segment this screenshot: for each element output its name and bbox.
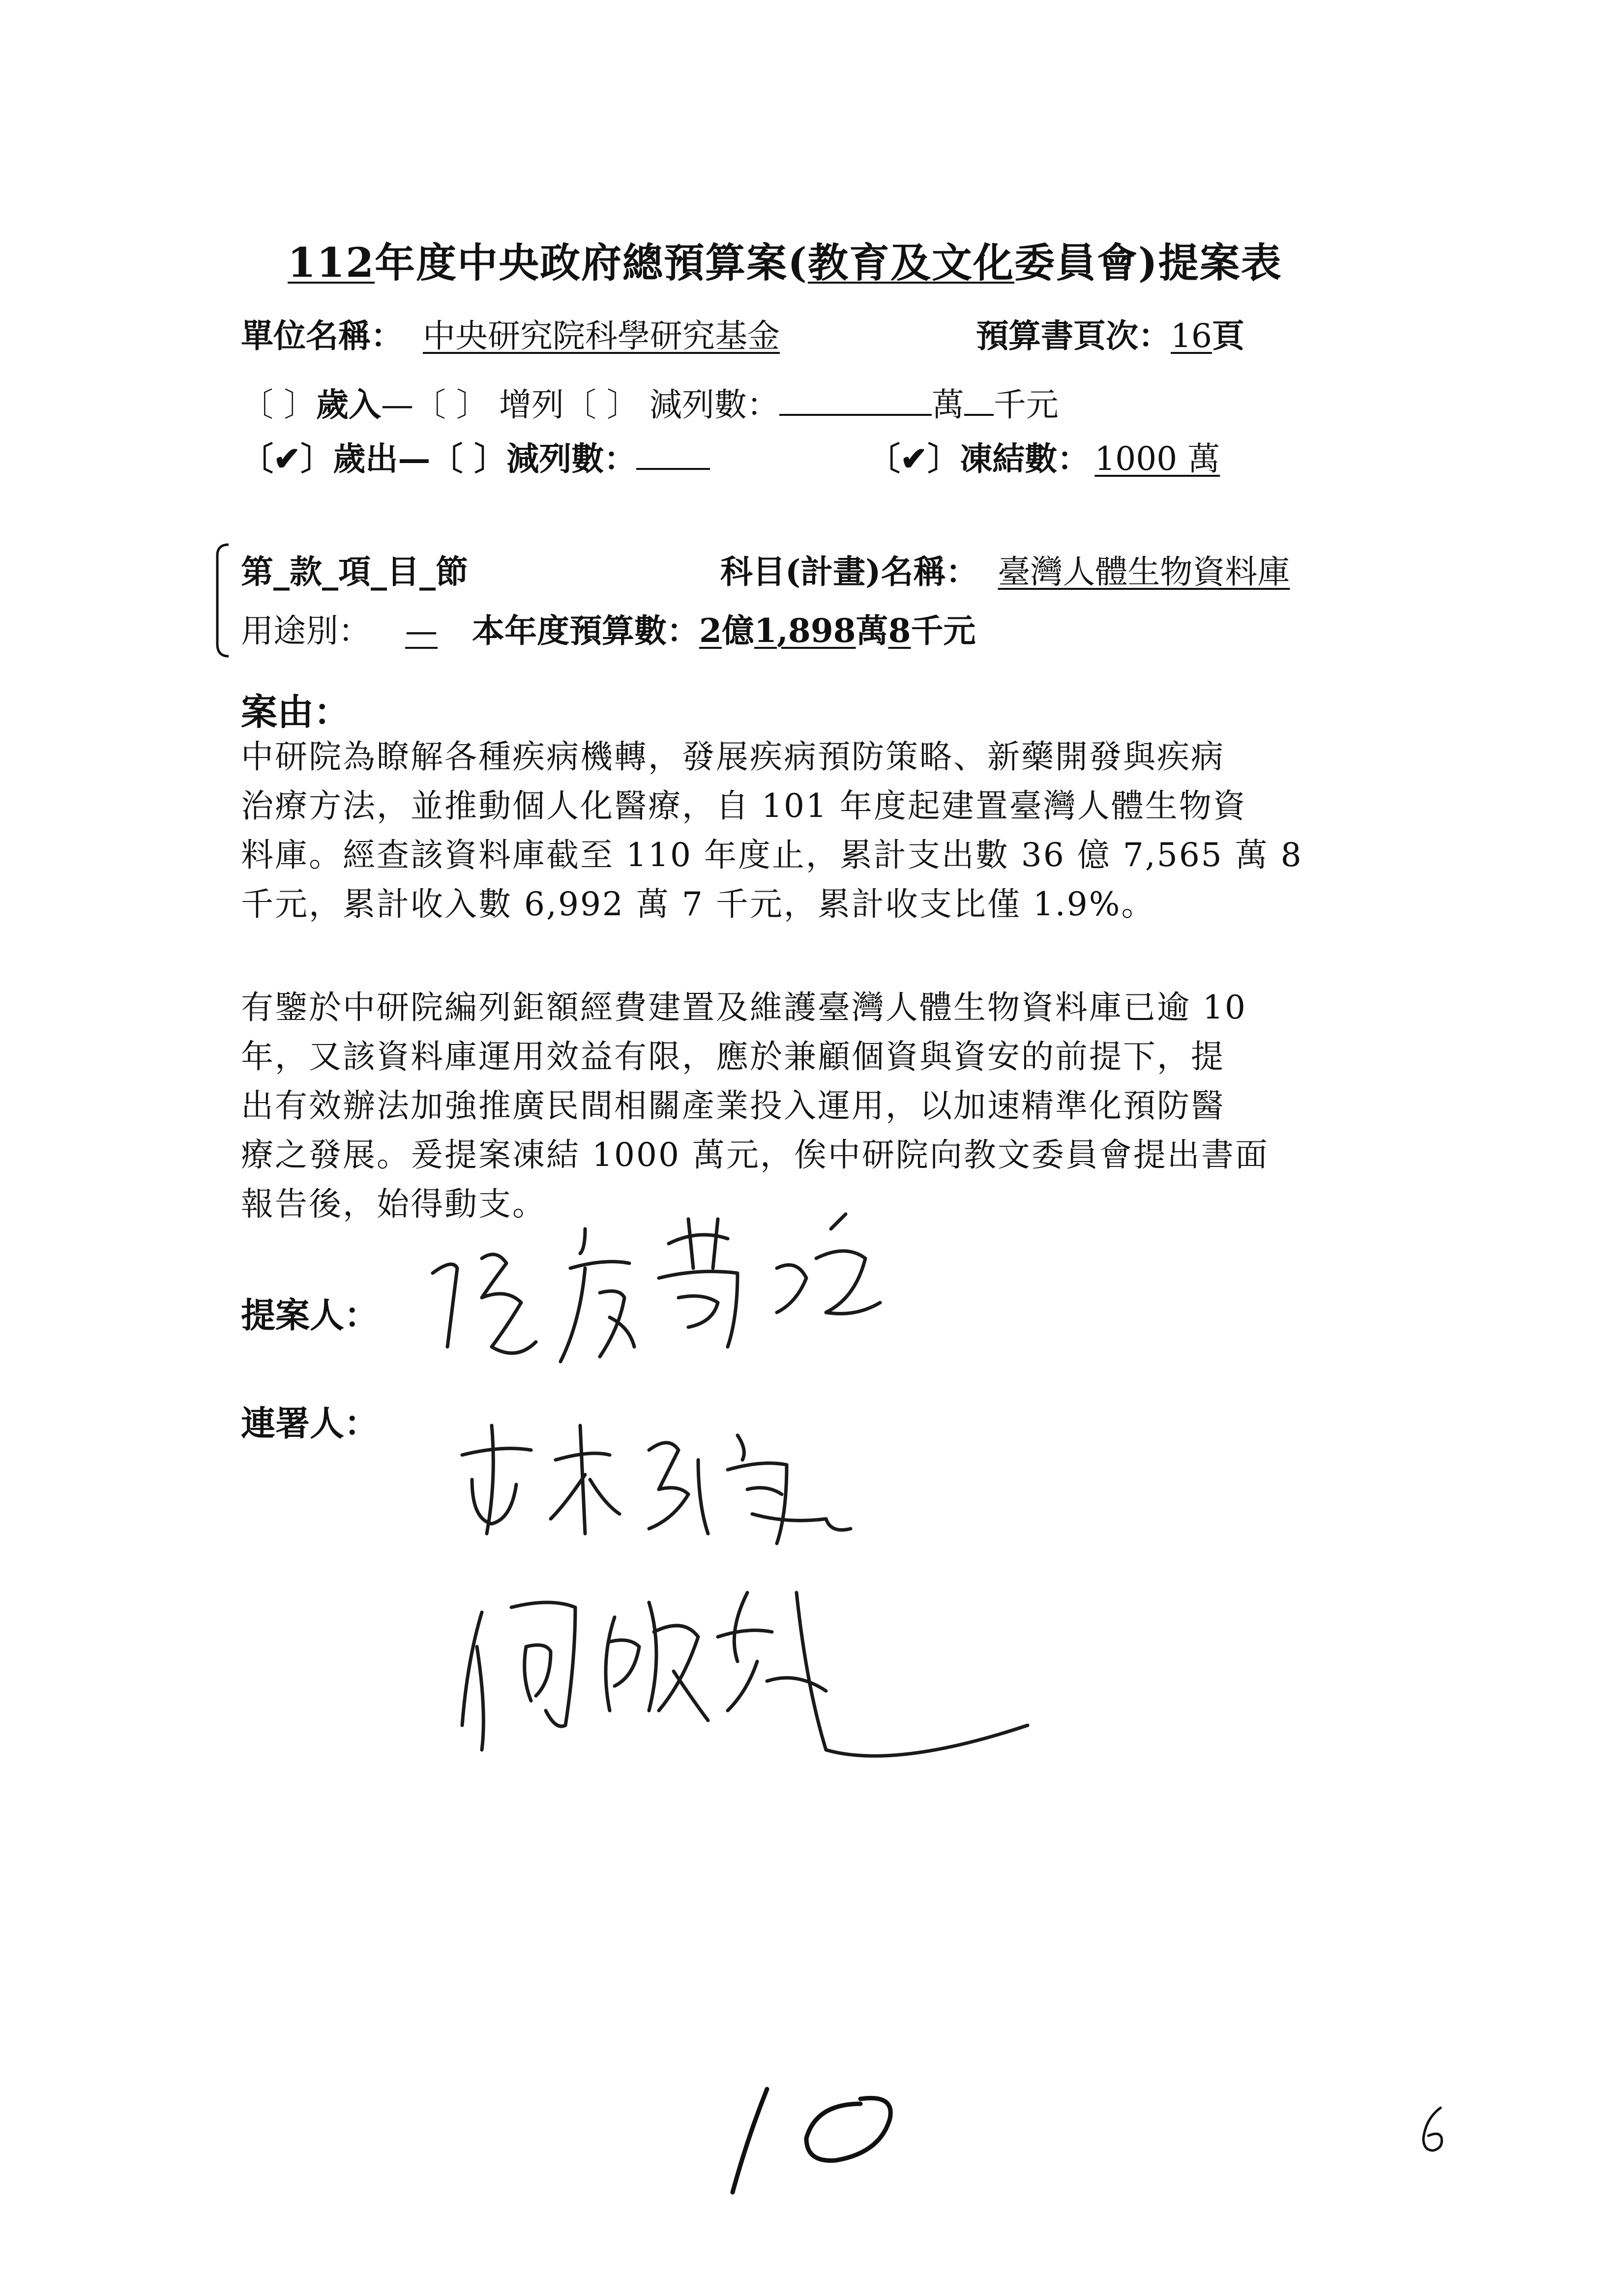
amount-yi: 2 (699, 611, 722, 650)
dash: — (398, 439, 431, 478)
cosigner-signature-1 (443, 1406, 885, 1573)
unit-row (241, 310, 814, 356)
expense-row (241, 433, 710, 479)
usage-row (241, 605, 976, 651)
paragraph-line: 年，又該資料庫運用效益有限，應於兼顧個資與資安的前提下，提 (241, 1038, 1225, 1075)
qian-unit: 千元 (993, 386, 1059, 424)
decrease-wan-blank (779, 383, 932, 416)
cosigner-signature-2 (452, 1563, 1067, 1809)
proposer-label: 提案人： (241, 1295, 379, 1336)
usage-value: — (405, 612, 438, 650)
subject-label: 科目(計畫)名稱： (720, 552, 978, 591)
amount-wan-unit: 萬 (856, 611, 888, 650)
amount-qian: 8 (888, 611, 911, 650)
usage-label: 用途別： (241, 612, 371, 650)
unit-value: 中央研究院科學研究基金 (423, 317, 780, 355)
increase-label: 增列 (499, 386, 564, 424)
freeze-row (868, 433, 1240, 479)
decrease-qian-blank (964, 383, 994, 416)
proposer-signature (423, 1199, 964, 1406)
paragraph-line: 出有效辦法加強推廣民間相關產業投入運用，以加速精準化預防醫 (241, 1087, 1225, 1125)
subject-value: 臺灣人體生物資料庫 (998, 553, 1290, 591)
freeze-checkbox: 〔✔〕 (868, 439, 960, 478)
handwritten-number (708, 2074, 934, 2202)
year: 112 (288, 239, 375, 287)
handwritten-page-mark (1416, 2104, 1455, 2158)
expense-decrease-label: 減列數： (506, 439, 637, 478)
revenue-label: 歲入 (316, 385, 381, 424)
cosigner-label: 連署人： (241, 1403, 379, 1444)
expense-checkbox: 〔✔〕 (241, 439, 333, 478)
reason-paragraph-2 (241, 983, 1269, 1229)
title-tail: 委員會)提案表 (1014, 239, 1282, 287)
page-value: 16 (1171, 317, 1212, 355)
sections-label (241, 546, 468, 592)
reason-heading: 案由： (241, 691, 350, 733)
subject-row (720, 546, 1304, 592)
paragraph-line: 料庫。經查該資料庫截至 110 年度止，累計支出數 36 億 7,565 萬 8 (241, 836, 1303, 874)
reason-paragraph-1 (241, 732, 1303, 929)
expense-decrease-checkbox: 〔 〕 (430, 439, 507, 478)
page-label: 預算書頁次： (976, 317, 1171, 355)
paragraph-line: 療之發展。爰提案凍結 1000 萬元，俟中研院向教文委員會提出書面 (241, 1136, 1269, 1174)
unit-label: 單位名稱： (241, 317, 403, 355)
paragraph-line: 治療方法，並推動個人化醫療，自 101 年度起建置臺灣人體生物資 (241, 787, 1247, 825)
increase-checkbox: 〔 〕 (413, 386, 489, 424)
paragraph-line: 中研院為瞭解各種疾病機轉，發展疾病預防策略、新藥開發與疾病 (241, 738, 1225, 776)
dash: — (381, 386, 413, 424)
paragraph-line: 有鑒於中研院編列鉅額經費建置及維護臺灣人體生物資料庫已逾 10 (241, 988, 1247, 1026)
freeze-label: 凍結數： (960, 439, 1090, 478)
amount-label: 本年度預算數： (472, 611, 699, 650)
expense-decrease-blank (636, 437, 710, 470)
amount-wan: 1,898 (754, 611, 856, 650)
revenue-row (241, 378, 1059, 425)
document-title (288, 231, 1282, 289)
paragraph-line: 報告後，始得動支。 (241, 1185, 546, 1223)
revenue-checkbox: 〔 〕 (241, 386, 316, 424)
freeze-value: 1000 萬 (1094, 440, 1220, 478)
sections-text: 第_款_項_目_節 (241, 552, 468, 591)
amount-yi-unit: 億 (721, 611, 754, 650)
page-unit: 頁 (1211, 317, 1244, 355)
amount-qian-unit: 千元 (911, 611, 976, 650)
bracket-line (211, 541, 241, 664)
decrease-checkbox: 〔 〕 (563, 386, 639, 424)
title-part: 年度中央政府總預算案( (375, 239, 808, 287)
expense-label: 歲出 (333, 439, 398, 478)
paragraph-line: 千元，累計收入數 6,992 萬 7 千元，累計收支比僅 1.9%。 (241, 885, 1155, 923)
decrease-label: 減列數： (649, 386, 779, 424)
wan-unit: 萬 (931, 386, 964, 424)
page-ref (976, 310, 1244, 356)
committee-name: 教育及文化 (807, 239, 1014, 287)
